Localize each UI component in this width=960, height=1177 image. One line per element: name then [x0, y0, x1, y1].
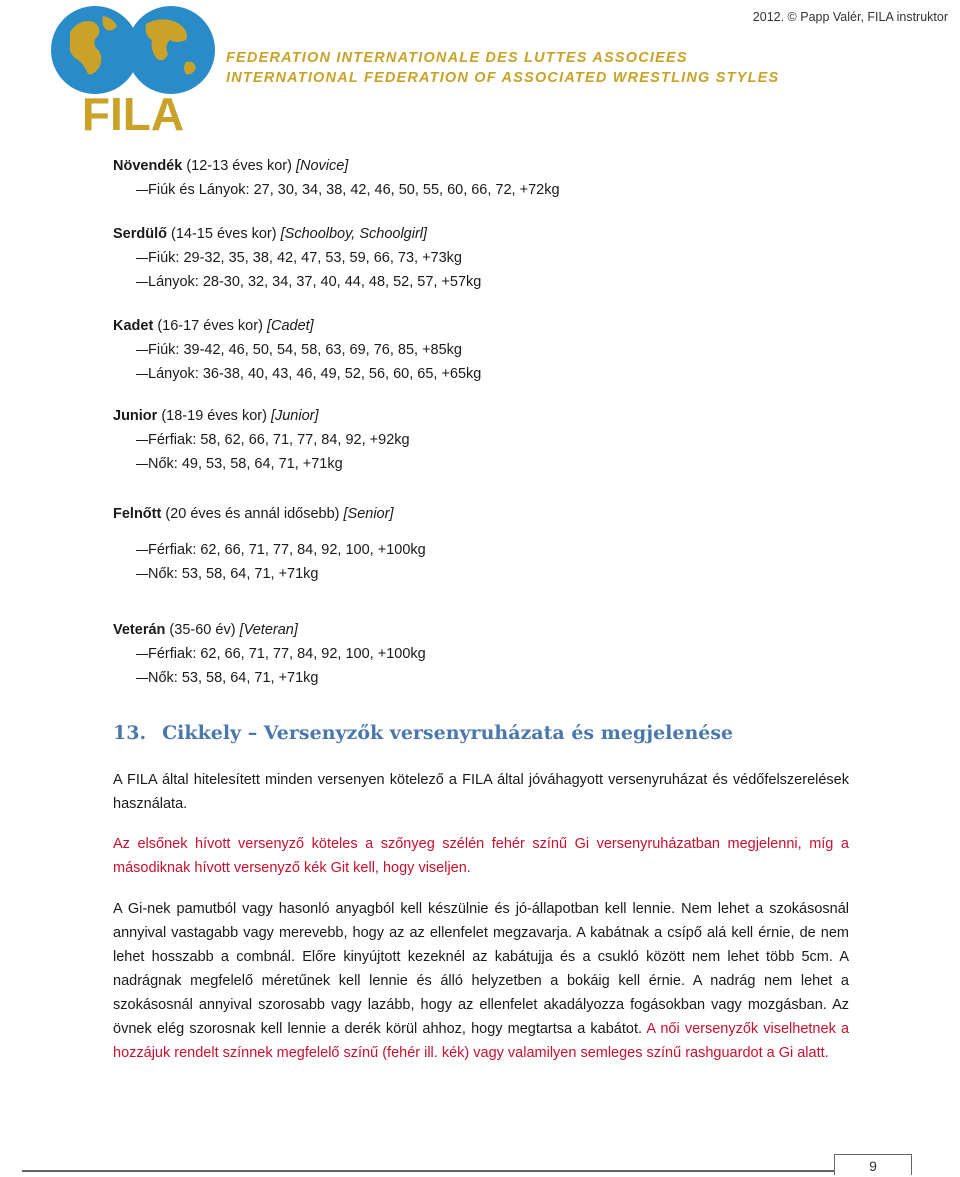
paragraph-3-red: A női versenyzők viselhetnek a hozzájuk rendelt színnek megfelelő színű (fehér ill. kék) vagy valamilyen semleges színű rashguardot a Gi alatt.	[113, 1021, 850, 1061]
federation-name-en: INTERNATIONAL FEDERATION OF ASSOCIATED WRESTLING STYLES	[226, 70, 780, 86]
globe-icon	[48, 2, 218, 136]
weight-list-item: Fiúk és Lányok: 27, 30, 34, 38, 42, 46, 50, 55, 60, 66, 72, +72kg	[113, 178, 560, 202]
fila-wordmark: FILA	[81, 88, 185, 136]
weight-list-item: Fiúk: 29-32, 35, 38, 42, 47, 53, 59, 66, 73, +73kg	[113, 246, 481, 270]
category-novice: Növendék (12-13 éves kor) [Novice] Fiúk és Lányok: 27, 30, 34, 38, 42, 46, 50, 55, 60, 66, 72, +72kg	[113, 156, 560, 202]
paragraph-2: Az elsőnek hívott versenyző köteles a szőnyeg szélén fehér színű Gi versenyruházatban megjelenni, míg a másodiknak hívott versenyző kék Git kell, hogy viseljen.	[113, 836, 849, 876]
category-senior: Felnőtt (20 éves és annál idősebb) [Senior] Férfiak: 62, 66, 71, 77, 84, 92, 100, +100kg Nők: 53, 58, 64, 71, +71kg	[113, 504, 426, 586]
weight-list-item: Nők: 49, 53, 58, 64, 71, +71kg	[113, 452, 410, 476]
article-title: Cikkely – Versenyzők versenyruházata és megjelenése	[162, 722, 734, 744]
category-junior: Junior (18-19 éves kor) [Junior] Férfiak: 58, 62, 66, 71, 77, 84, 92, +92kg Nők: 49, 53, 58, 64, 71, +71kg	[113, 406, 410, 476]
fila-logo	[48, 2, 218, 136]
weight-list-item: Nők: 53, 58, 64, 71, +71kg	[113, 562, 426, 586]
weight-list-item: Férfiak: 62, 66, 71, 77, 84, 92, 100, +100kg	[113, 538, 426, 562]
category-veteran: Veterán (35-60 év) [Veteran] Férfiak: 62, 66, 71, 77, 84, 92, 100, +100kg Nők: 53, 58, 64, 71, +71kg	[113, 620, 426, 690]
page-number: 9	[834, 1154, 912, 1175]
weight-list-item: Lányok: 28-30, 32, 34, 37, 40, 44, 48, 52, 57, +57kg	[113, 270, 481, 294]
footer-rule	[22, 1170, 912, 1172]
category-schoolboy: Serdülő (14-15 éves kor) [Schoolboy, Schoolgirl] Fiúk: 29-32, 35, 38, 42, 47, 53, 59, 66, 73, +73kg Lányok: 28-30, 32, 34, 37, 40, 44, 48, 52, 57, +57kg	[113, 224, 481, 294]
category-cadet: Kadet (16-17 éves kor) [Cadet] Fiúk: 39-42, 46, 50, 54, 58, 63, 69, 76, 85, +85kg Lányok: 36-38, 40, 43, 46, 49, 52, 56, 60, 65, +65kg	[113, 316, 481, 386]
header-copyright: 2012. © Papp Valér, FILA instruktor	[752, 10, 948, 24]
weight-list-item: Férfiak: 62, 66, 71, 77, 84, 92, 100, +100kg	[113, 642, 426, 666]
weight-list-item: Lányok: 36-38, 40, 43, 46, 49, 52, 56, 60, 65, +65kg	[113, 362, 481, 386]
weight-list-item: Férfiak: 58, 62, 66, 71, 77, 84, 92, +92kg	[113, 428, 410, 452]
article-heading	[113, 722, 853, 744]
page-footer	[0, 1154, 960, 1175]
federation-name-fr: FEDERATION INTERNATIONALE DES LUTTES ASSOCIEES	[226, 50, 688, 66]
weight-list-item: Fiúk: 39-42, 46, 50, 54, 58, 63, 69, 76, 85, +85kg	[113, 338, 481, 362]
article-number: 13.	[113, 722, 147, 744]
paragraph-1: A FILA által hitelesített minden versenyen kötelező a FILA által jóváhagyott versenyruházat és védőfelszerelések használata.	[113, 772, 849, 812]
paragraph-3: A Gi-nek pamutból vagy hasonló anyagból kell készülnie és jó-állapotban kell lennie. Nem lehet a szokásosnál annyival vastagabb vagy merevebb, hogy az az ellenfelet megzavarja. A kabátnak a csípő alá kell érnie, de nem lehet hosszabb a combnál. Előre kinyújtott kezeknél az kabátujja és a csukló között nem lehet több 5cm. A nadrágnak megfelelő méretűnek kell lennie és álló helyzetben a bokáig kell érnie. A nadrág nem lehet a szokásosnál annyival szorosabb vagy lazább, hogy az ellenfelet akadályozza fogásokban vagy mozgásban. Az övnek elég szorosnak kell lennie a derék körül ahhoz, hogy megtartsa a kabátot. A női versenyzők viselhetnek a hozzájuk rendelt színnek megfelelő színű (fehér ill. kék) vagy valamilyen semleges színű rashguardot a Gi alatt.	[113, 901, 850, 1061]
weight-list-item: Nők: 53, 58, 64, 71, +71kg	[113, 666, 426, 690]
